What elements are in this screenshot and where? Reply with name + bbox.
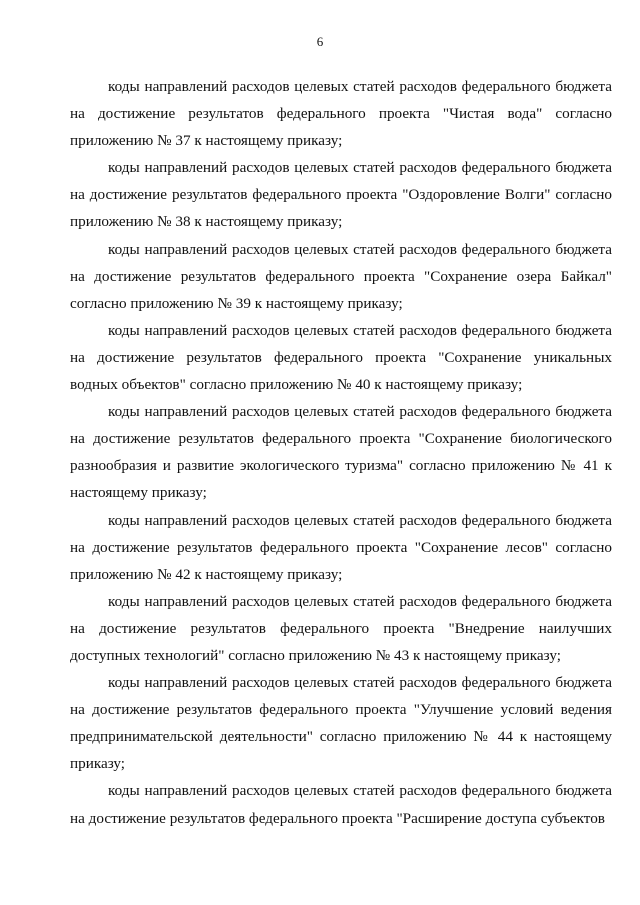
paragraph-appendix-39: коды направлений расходов целевых статей расходов федерального бюджета на достижение результатов федерального проекта "Сохранение озера Байкал" согласно приложению № 39 к настоящему приказу;: [70, 240, 612, 312]
paragraph-appendix-41: коды направлений расходов целевых статей расходов федерального бюджета на достижение результатов федерального проекта "Сохранение биологического разнообразия и развитие экологического туризма" согласно приложению № 41 к настоящему приказу;: [70, 403, 612, 502]
paragraph-appendix-38: коды направлений расходов целевых статей расходов федерального бюджета на достижение результатов федерального проекта "Оздоровление Волги" согласно приложению № 38 к настоящему приказу;: [70, 159, 612, 231]
paragraph-appendix-44: коды направлений расходов целевых статей расходов федерального бюджета на достижение результатов федерального проекта "Улучшение условий ведения предпринимательской деятельности" согласно приложению № 44 к настоящему приказу;: [70, 674, 612, 773]
paragraph-appendix-40: коды направлений расходов целевых статей расходов федерального бюджета на достижение результатов федерального проекта "Сохранение уникальных водных объектов" согласно приложению № 40 к настоящему приказу;: [70, 321, 612, 394]
paragraph-appendix-37: коды направлений расходов целевых статей расходов федерального бюджета на достижение результатов федерального проекта "Чистая вода" согласно приложению № 37 к настоящему приказу;: [70, 78, 612, 150]
paragraph-appendix-42: коды направлений расходов целевых статей расходов федерального бюджета на достижение результатов федерального проекта "Сохранение лесов" согласно приложению № 42 к настоящему приказу;: [70, 511, 612, 583]
document-body: [70, 73, 612, 832]
paragraph-continued: коды направлений расходов целевых статей расходов федерального бюджета на достижение результатов федерального проекта "Расширение доступа субъектов: [70, 782, 612, 827]
page-number: 6: [316, 34, 324, 49]
paragraph-appendix-43: коды направлений расходов целевых статей расходов федерального бюджета на достижение результатов федерального проекта "Внедрение наилучших доступных технологий" согласно приложению № 43 к настоящему приказу;: [70, 592, 612, 664]
